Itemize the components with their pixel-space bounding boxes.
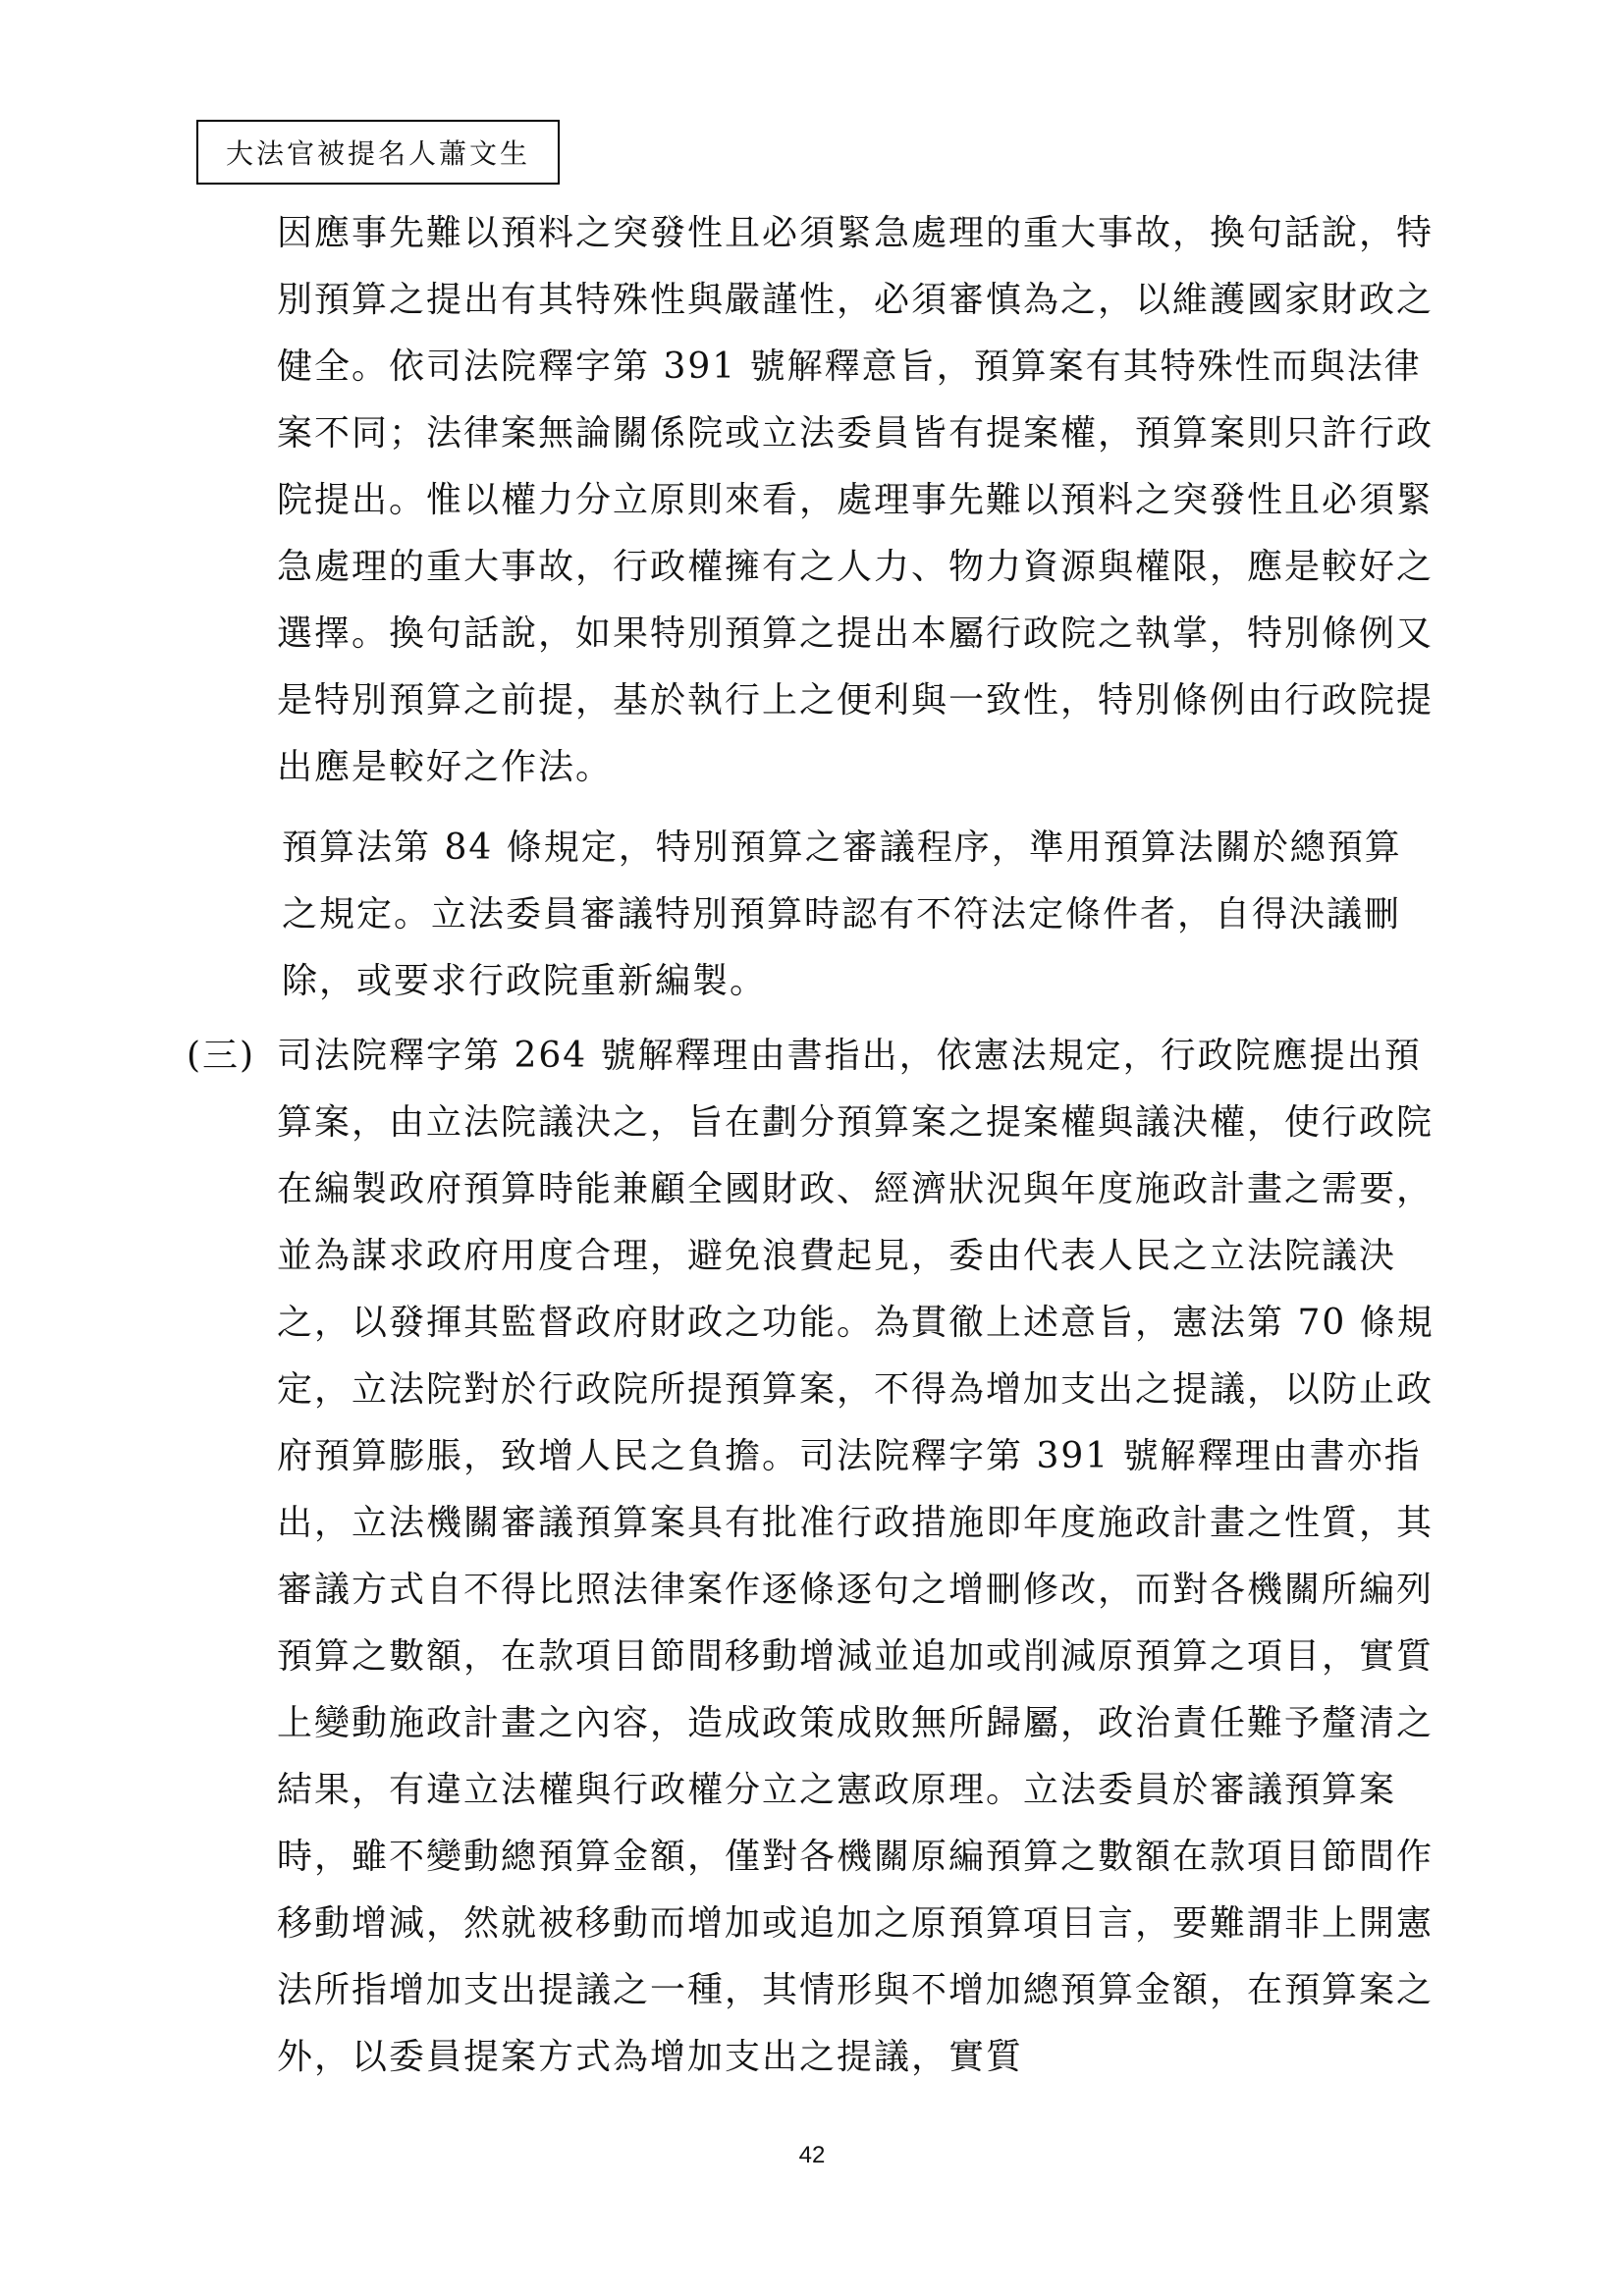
page-number: 42 (798, 2142, 826, 2168)
list-item-3-label: (三) (187, 1036, 256, 1076)
body-paragraph-2: 預算法第 84 條規定，特別預算之審議程序，準用預算法關於總預算之規定。立法委員審議特別預算時認有不符法定條件者，自得決議刪除，或要求行政院重新編製。 (282, 828, 1402, 1001)
nominee-header-box (196, 120, 560, 185)
list-item-3-text: 司法院釋字第 264 號解釋理由書指出，依憲法規定，行政院應提出預算案，由立法院議決之，旨在劃分預算案之提案權與議決權，使行政院在編製政府預算時能兼顧全國財政、經濟狀況與年度施政計畫之需要，並為謀求政府用度合理，避免浪費起見，委由代表人民之立法院議決之，以發揮其監督政府財政之功能。為貫徹上述意旨，憲法第 70 條規定，立法院對於行政院所提預算案，不得為增加支出之提議，以防止政府預算膨脹，致增人民之負擔。司法院釋字第 391 號解釋理由書亦指出，立法機關審議預算案具有批准行政措施即年度施政計畫之性質，其審議方式自不得比照法律案作逐條逐句之增刪修改，而對各機關所編列預算之數額，在款項目節間移動增減並追加或削減原預算之項目，實質上變動施政計畫之內容，造成政策成敗無所歸屬，政治責任難予釐清之結果，有違立法權與行政權分立之憲政原理。立法委員於審議預算案時，雖不變動總預算金額，僅對各機關原編預算之數額在款項目節間作移動增減，然就被移動而增加或追加之原預算項目言，要難謂非上開憲法所指增加支出提議之一種，其情形與不增加總預算金額，在預算案之外，以委員提案方式為增加支出之提議，實質 (277, 1036, 1435, 2077)
body-paragraph-1: 因應事先難以預料之突發性且必須緊急處理的重大事故，換句話說，特別預算之提出有其特殊性與嚴謹性，必須審慎為之，以維護國家財政之健全。依司法院釋字第 391 號解釋意旨，預算案有其特殊性而與法律案不同；法律案無論關係院或立法委員皆有提案權，預算案則只許行政院提出。惟以權力分立原則來看，處理事先難以預料之突發性且必須緊急處理的重大事故，行政權擁有之人力、物力資源與權限，應是較好之選擇。換句話說，如果特別預算之提出本屬行政院之執掌，特別條例又是特別預算之前提，基於執行上之便利與一致性，特別條例由行政院提出應是較好之作法。 (277, 213, 1435, 787)
header-label: 大法官被提名人蕭文生 (225, 137, 530, 170)
